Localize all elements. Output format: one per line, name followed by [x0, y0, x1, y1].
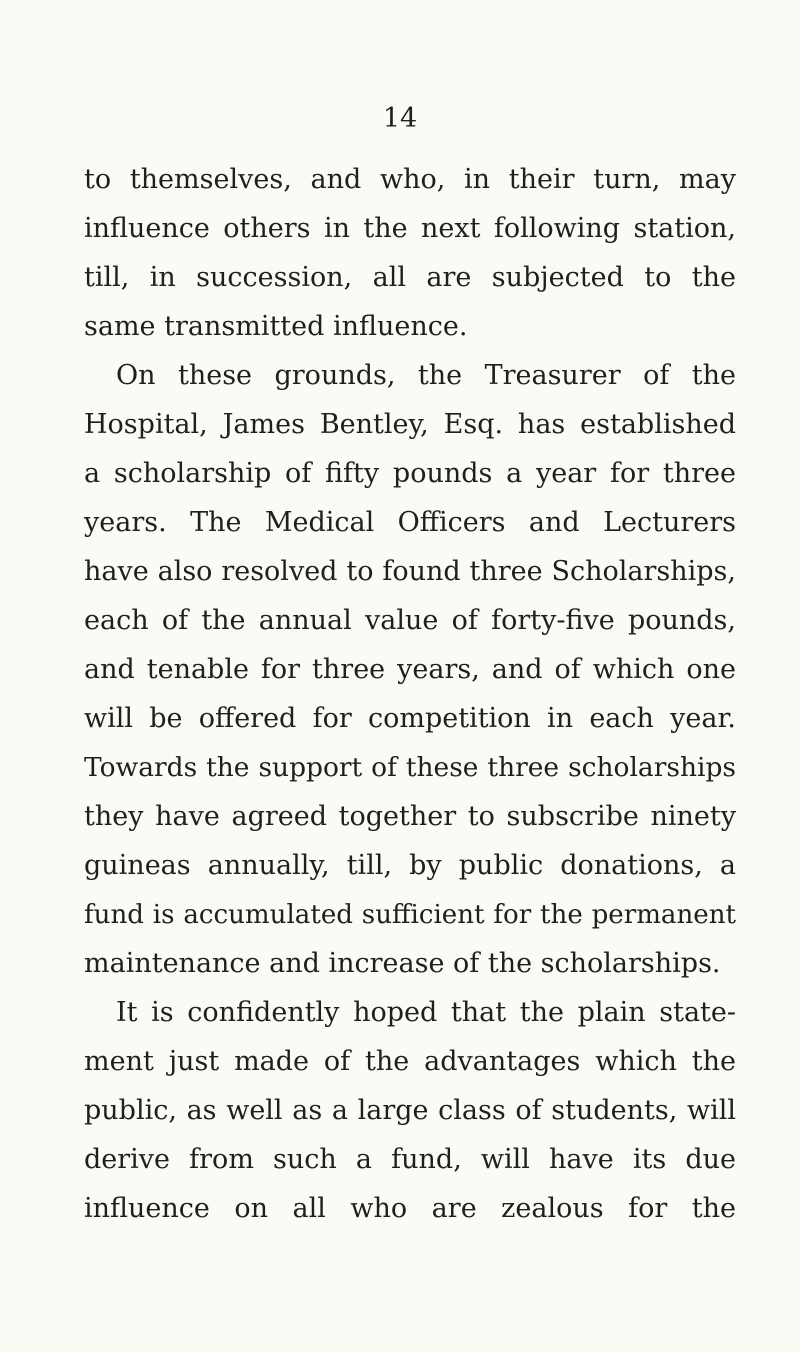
text-line-3: till, in succession, all are subjected to the: [84, 262, 736, 293]
text-line-6: Hospital, James Bentley, Esq. has established: [84, 409, 736, 440]
text-line-4: same transmitted influence.: [84, 311, 468, 342]
text-line-9: have also resolved to found three Scholarships,: [84, 556, 736, 587]
text-line-5: On these grounds, the Treasurer of the: [116, 360, 736, 391]
text-line-8: years. The Medical Officers and Lecturers: [84, 507, 736, 538]
text-line-10: each of the annual value of forty-five pounds,: [84, 605, 736, 636]
page-number: 14: [382, 103, 418, 134]
text-line-13: Towards the support of these three scholarships: [84, 752, 736, 783]
text-line-2: influence others in the next following station,: [84, 213, 736, 244]
text-line-1: to themselves, and who, in their turn, may: [84, 164, 736, 195]
text-line-19: ment just made of the advantages which the: [84, 1046, 736, 1077]
text-line-18: It is confidently hoped that the plain state-: [116, 997, 736, 1028]
text-line-15: guineas annually, till, by public donations, a: [84, 850, 736, 881]
text-line-16: fund is accumulated sufficient for the permanent: [84, 900, 736, 930]
text-line-12: will be offered for competition in each year.: [84, 703, 736, 734]
text-line-17: maintenance and increase of the scholarships.: [84, 948, 721, 979]
text-line-7: a scholarship of fifty pounds a year for three: [84, 458, 736, 489]
text-line-20: public, as well as a large class of students, will: [84, 1095, 736, 1126]
text-line-21: derive from such a fund, will have its due: [84, 1144, 736, 1175]
text-line-14: they have agreed together to subscribe ninety: [84, 801, 736, 832]
text-line-11: and tenable for three years, and of which one: [84, 654, 736, 685]
text-line-22: influence on all who are zealous for the: [84, 1193, 736, 1224]
